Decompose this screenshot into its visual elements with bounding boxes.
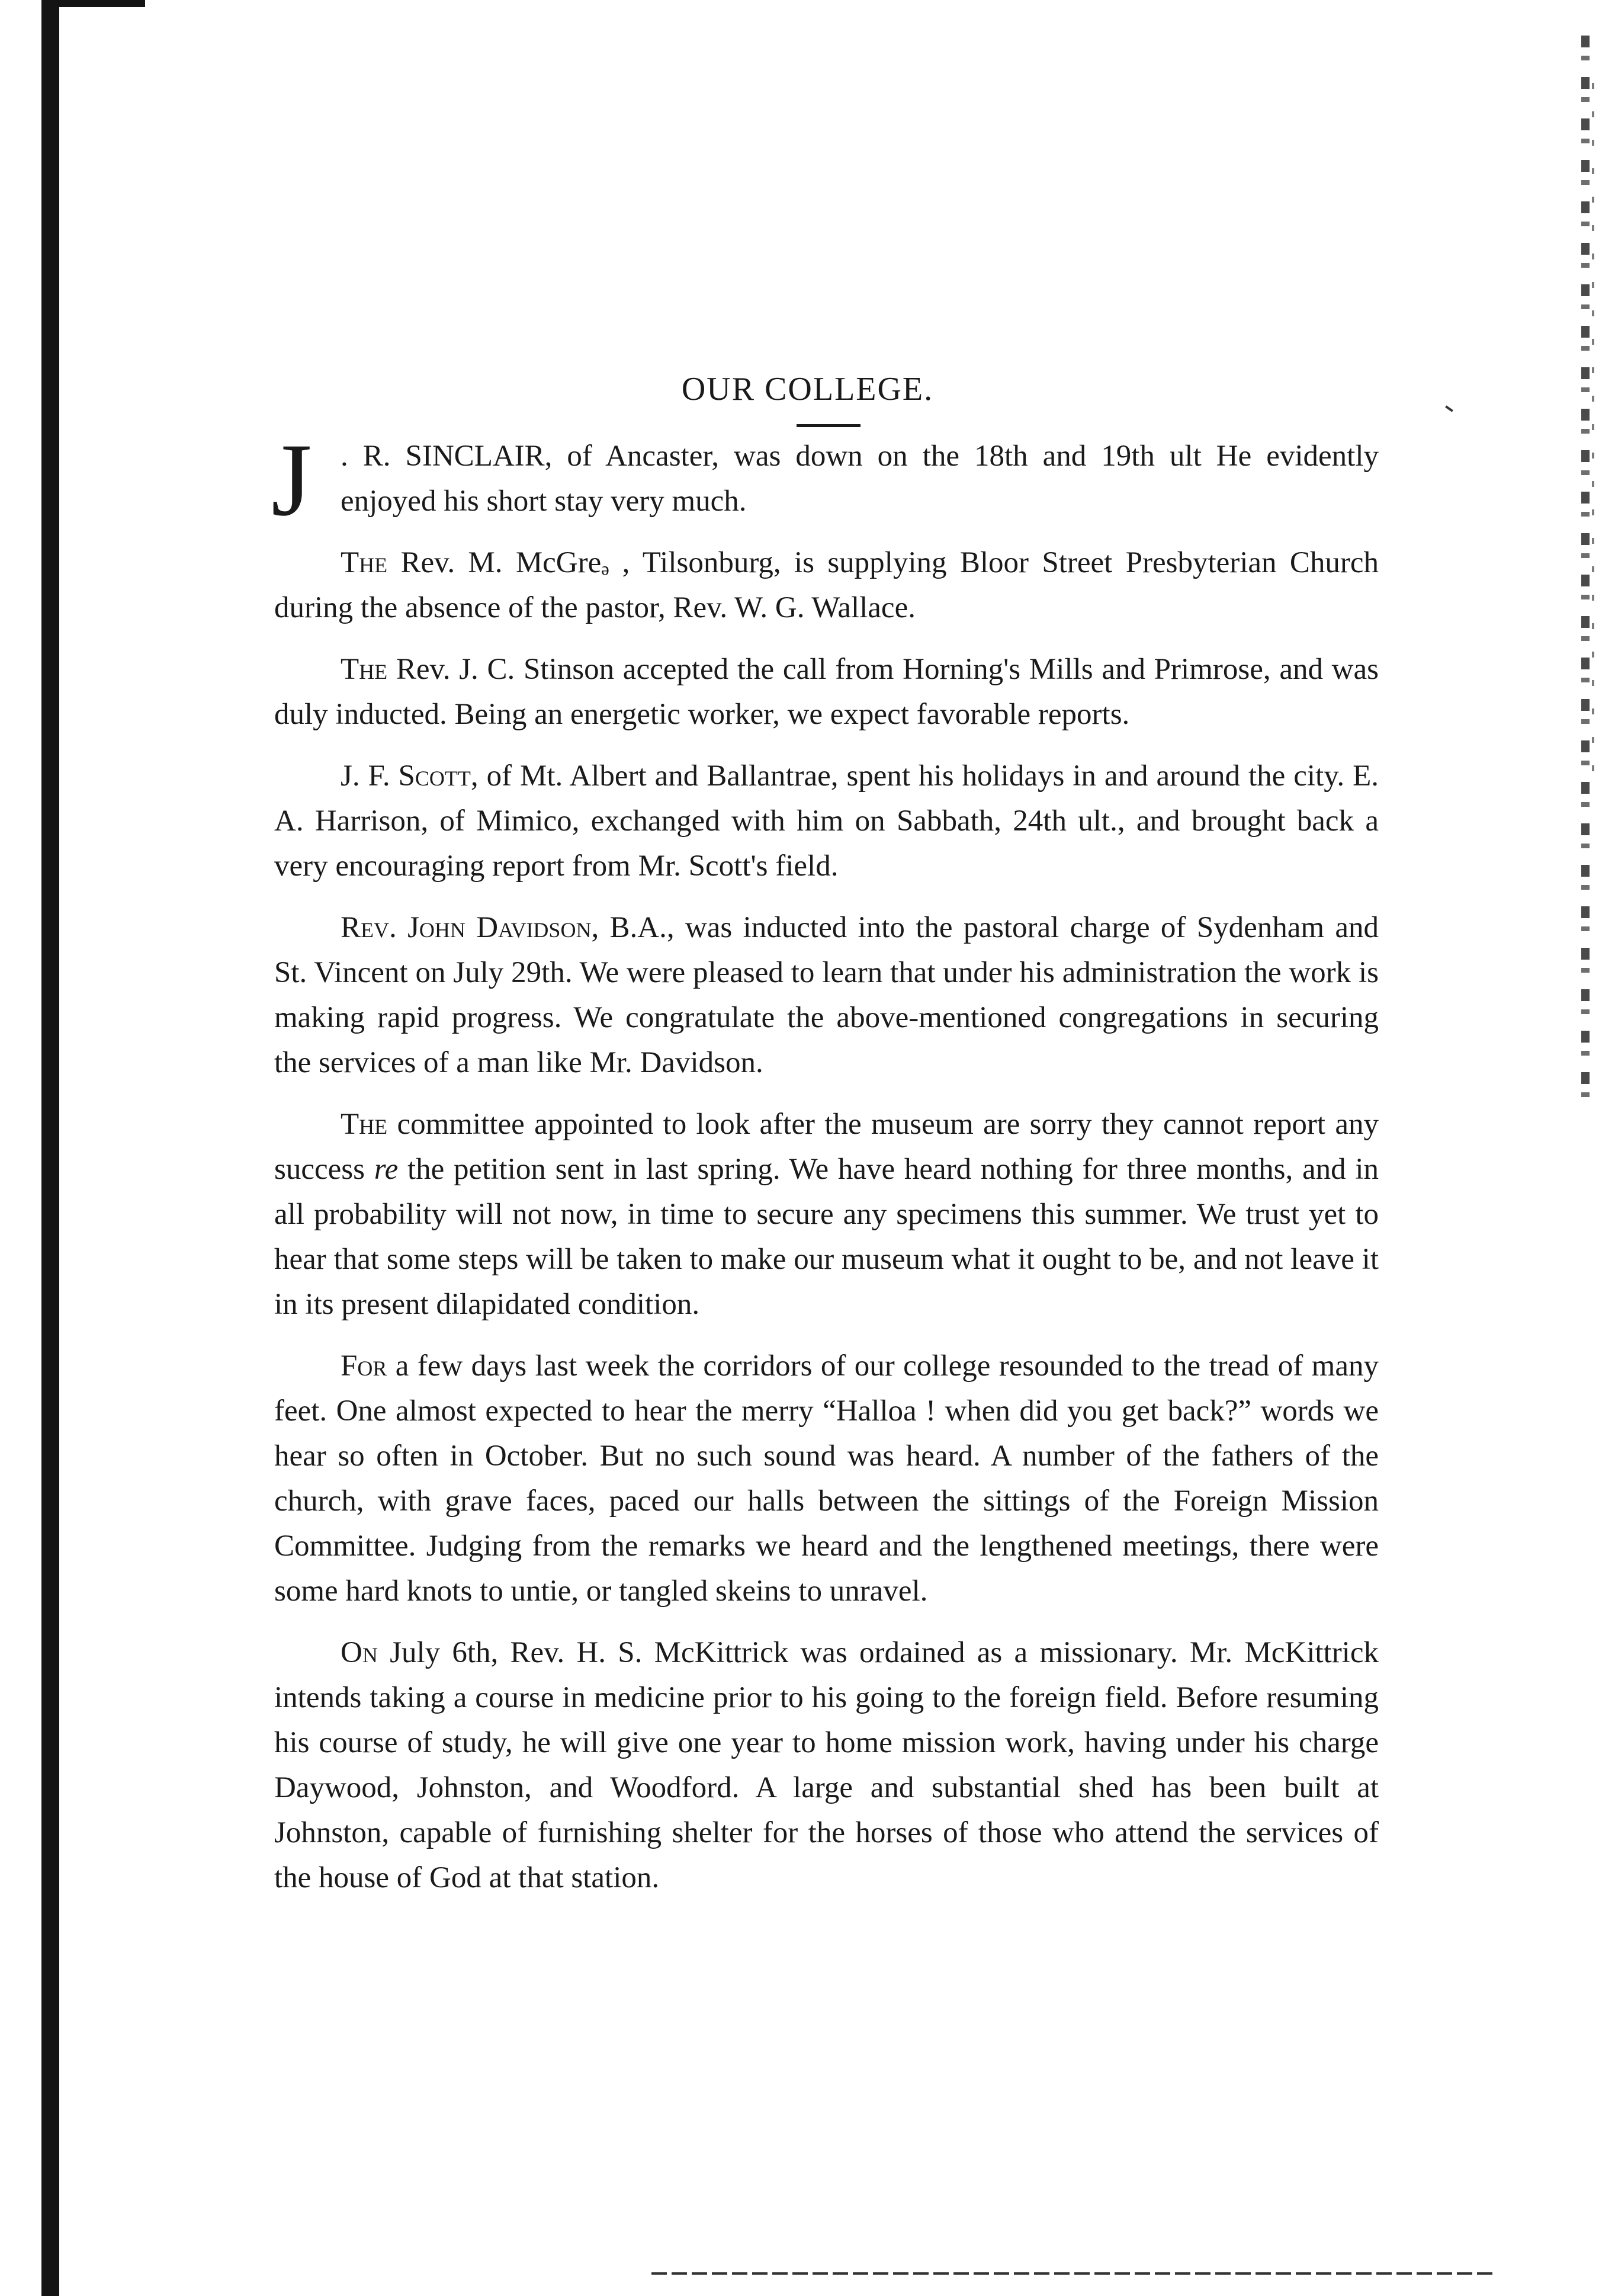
paragraph-museum: [274, 1102, 1379, 1327]
paragraph-lead: The: [341, 1108, 388, 1141]
paragraph-text: a few days last week the corridors of our college resounded to the tread of many feet. One almost expected to hear the merry “Halloa ! when did you get back?” words we hear so often in October. But no such sound was heard. A number of the fathers of the church, with grave faces, paced our halls between the sittings of the Foreign Mission Committee. Judging from the remarks we heard and the lengthened meetings, there were some hard knots to untie, or tangled skeins to unravel.: [274, 1349, 1379, 1608]
paragraph-text: the petition sent in last spring. We have heard nothing for three months, and in all probability will not now, in time to secure any specimens this summer. We trust yet to hear that some steps will be taken to make our museum what it ought to be, and not leave it in its present dilapidated condition.: [274, 1153, 1379, 1321]
paragraph-scott: [274, 753, 1379, 889]
paragraph-lead: On: [341, 1636, 378, 1669]
paragraph-lead: The: [341, 653, 388, 686]
paragraph-stinson: [274, 647, 1379, 737]
scan-top-rule: [41, 0, 145, 7]
article-body: [271, 422, 1379, 1917]
paragraph-mckittrick: [274, 1630, 1379, 1900]
paragraph-text: Rev. M. McGreₔ , Tilsonburg, is supplying Bloor Street Presbyterian Church during the absence of the pastor, Rev. W. G. Wallace.: [274, 546, 1379, 624]
paragraph-text: committee appointed to look after the museum are sorry they cannot report any success: [274, 1108, 1379, 1186]
paragraph-lead: The: [341, 546, 388, 579]
title-divider: [797, 424, 861, 427]
paragraph-text: Rev. J. C. Stinson accepted the call from Horning's Mills and Primrose, and was duly inducted. Being an energetic worker, we expect favorable reports.: [274, 653, 1379, 731]
scan-left-border: [41, 0, 59, 2296]
paragraph-corridors: [274, 1343, 1379, 1614]
paragraph-text: , B.A., was inducted into the pastoral charge of Sydenham and St. Vincent on July 29th. We were pleased to learn that under his administration the work is making rapid progress. We congratulate the above-mentioned congregations in securing the services of a man like Mr. Davidson.: [274, 911, 1379, 1079]
paragraph-lead: J. F. Scott: [341, 759, 471, 793]
paragraph-mcgre: [274, 540, 1379, 630]
paragraph-text: , of Mt. Albert and Ballantrae, spent his holidays in and around the city. E. A. Harrison, of Mimico, exchanged with him on Sabbath, 24th ult., and brought back a very encouraging report from Mr. Scott's field.: [274, 759, 1379, 883]
drop-cap: J: [271, 422, 312, 538]
paragraph-davidson: [274, 905, 1379, 1085]
paragraph-sinclair: [271, 422, 1379, 538]
paragraph-italic: re: [374, 1153, 399, 1186]
paragraph-lead: For: [341, 1349, 387, 1383]
paragraph-text: July 6th, Rev. H. S. McKittrick was ordained as a missionary. Mr. McKittrick intends taking a course in medicine prior to his going to the foreign field. Before resuming his course of study, he will give one year to home mission work, having under his charge Daywood, Johnston, and Woodford. A large and substantial shed has been built at Johnston, capable of furnishing shelter for the horses of those who attend the services of the house of God at that station.: [274, 1636, 1379, 1894]
page-title: OUR COLLEGE.: [681, 371, 934, 408]
scan-bottom-rule: [651, 2272, 1497, 2275]
paragraph-text: . R. SINCLAIR, of Ancaster, was down on the 18th and 19th ult He evidently enjoyed his short stay very much.: [341, 440, 1379, 518]
scan-right-edge-marks: [1581, 36, 1590, 1102]
scan-right-edge-marks-secondary: [1592, 83, 1594, 794]
paragraph-lead: Rev. John Davidson: [341, 911, 592, 944]
